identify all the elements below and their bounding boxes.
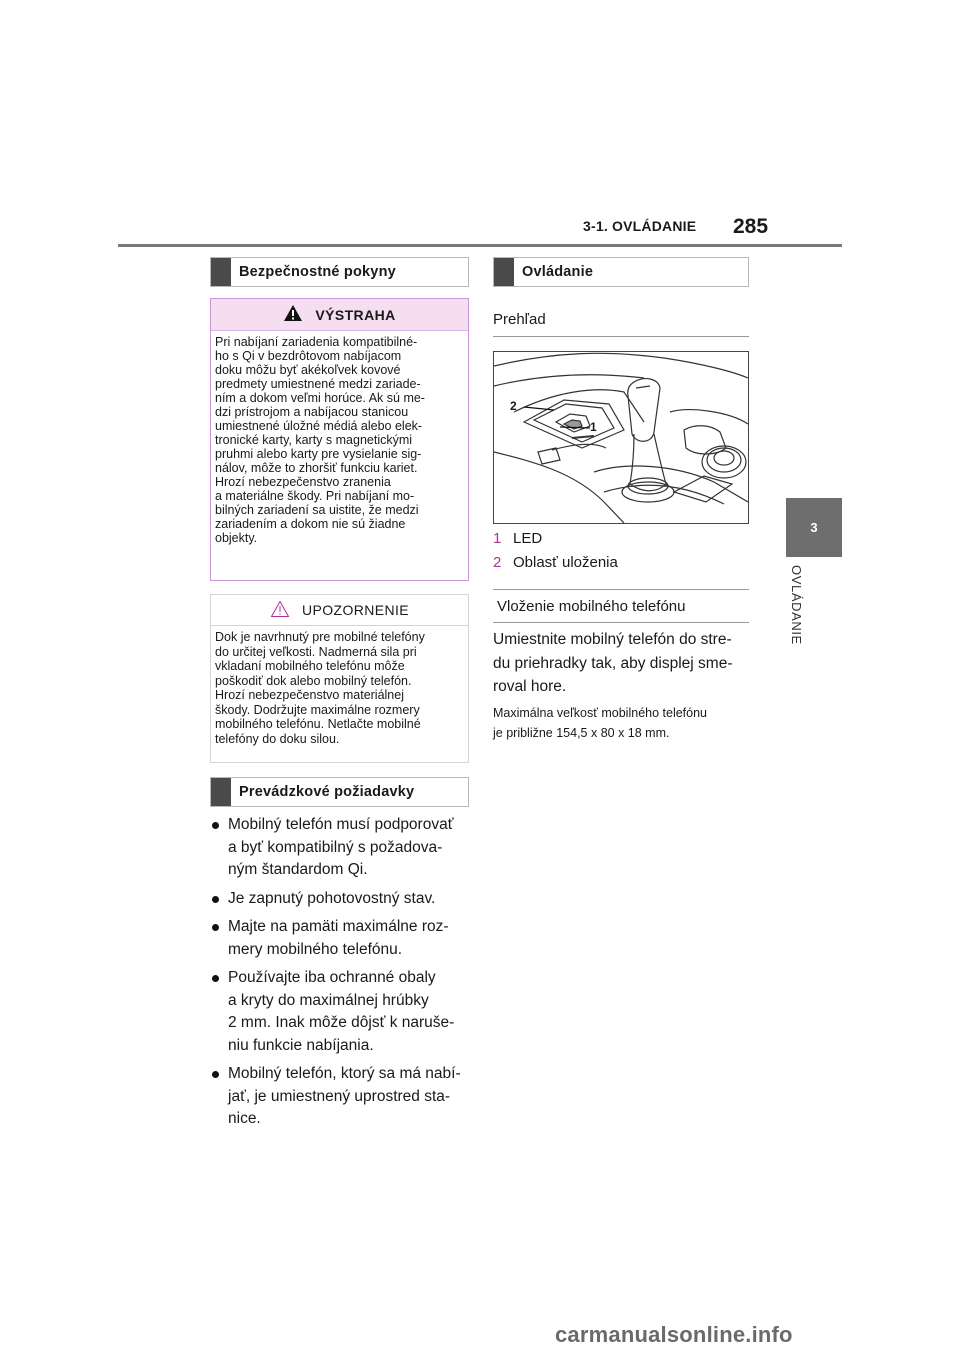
caution-triangle-icon (270, 600, 290, 621)
legend-item: 1 LED (493, 530, 543, 547)
insert-instructions: Umiestnite mobilný telefón do stre- du priehradky tak, aby displej sme- roval hore. (493, 631, 733, 695)
chapter-label: OVLÁDANIE (789, 565, 804, 645)
legend-item: 2 Oblasť uloženia (493, 554, 618, 571)
safety-heading: Bezpečnostné pokyny (210, 257, 469, 287)
page-number: 285 (733, 215, 769, 238)
notice-box (210, 594, 469, 763)
header-rule (118, 244, 842, 247)
list-item: Je zapnutý pohotovostný stav. (210, 888, 472, 911)
footer-watermark: carmanualsonline.info (555, 1322, 793, 1347)
requirements-list (210, 814, 472, 1137)
console-illustration (493, 351, 749, 524)
console-drawing (494, 352, 748, 523)
chapter-tab (786, 498, 842, 557)
callout-label: 2 (510, 399, 517, 413)
requirements-heading: Prevádzkové požiadavky (210, 777, 469, 807)
insert-rule-bottom (493, 622, 749, 623)
operation-heading: Ovládanie (493, 257, 749, 287)
overview-heading: Prehľad (493, 311, 546, 328)
insert-heading: Vloženie mobilného telefónu (497, 598, 686, 615)
list-item: Mobilný telefón, ktorý sa má nabí- jať, je umiestnený uprostred sta- nice. (210, 1063, 472, 1131)
figure-legend (493, 527, 618, 575)
warning-triangle-icon (283, 304, 303, 325)
list-item: Používajte iba ochranné obaly a kryty do maximálnej hrúbky 2 mm. Inak môže dôjsť k naruše- niu funkcie nabíjania. (210, 967, 472, 1057)
warning-text: Pri nabíjaní zariadenia kompatibilné- ho s Qi v bezdrôtovom nabíjacom doku môžu byť akékoľvek kovové predmety umiestnené medzi zariade- ním a dokom veľmi horúce. Ak sú me- dzi prístrojom a nabíjacou stanicou umiestnené úložné médiá alebo elek- tronické karty, karty s magnetickými pruhmi alebo karty pre vysielanie sig- nálov, môže to zhoršiť funkciu kariet. Hrozí nebezpečenstvo zranenia a materiálne škody. Pri nabíjaní mo- bilných zariadení sa uistite, že medzi zariadením a dokom nie sú žiadne objekty. (215, 335, 425, 545)
max-size-note: Maximálna veľkosť mobilného telefónu je približne 154,5 x 80 x 18 mm. (493, 706, 708, 740)
list-item: Mobilný telefón musí podporovať a byť kompatibilný s požadova- ným štandardom Qi. (210, 814, 472, 882)
list-item: Majte na pamäti maximálne roz- mery mobilného telefónu. (210, 916, 472, 961)
section-title: 3-1. OVLÁDANIE (583, 218, 697, 234)
warning-title: VÝSTRAHA (211, 299, 468, 331)
chapter-number: 3 (810, 520, 818, 535)
notice-text: Dok je navrhnutý pre mobilné telefóny do určitej veľkosti. Nadmerná sila pri vkladaní mobilného telefónu môže poškodiť dok alebo mobilný telefón. Hrozí nebezpečenstvo materiálnej škody. Dodržujte maximálne rozmery mobilného telefónu. Netlačte mobilné telefóny do doku silou. (215, 630, 425, 746)
overview-rule (493, 336, 749, 337)
insert-rule-top (493, 589, 749, 590)
warning-box (210, 298, 469, 581)
callout-label: 1 (590, 420, 597, 434)
notice-title: UPOZORNENIE (211, 595, 468, 626)
